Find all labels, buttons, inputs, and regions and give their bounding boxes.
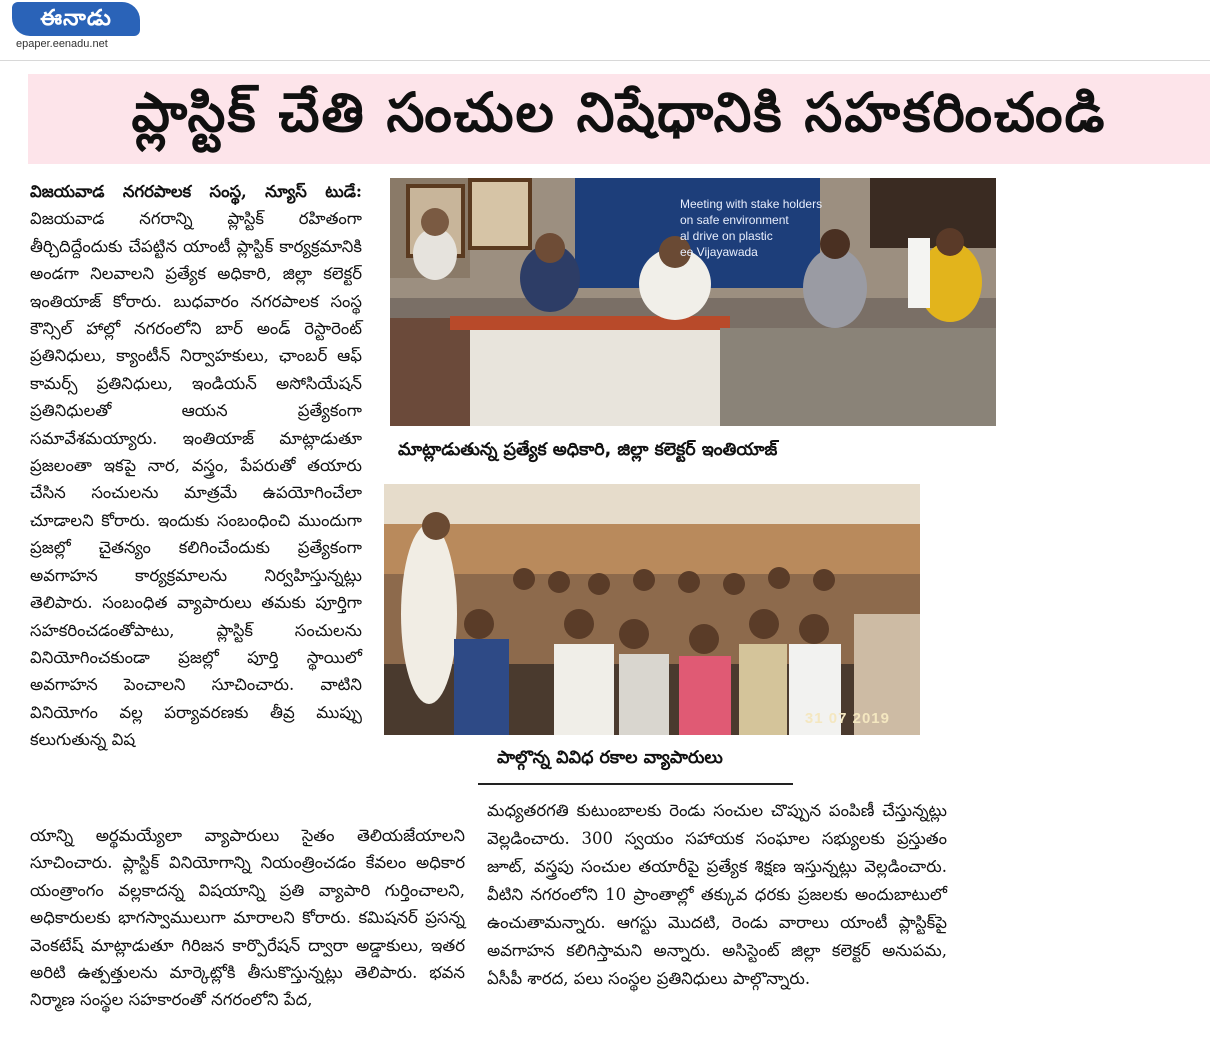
banner-text-line: ee Vijayawada	[680, 245, 758, 259]
article-body-left	[30, 178, 362, 754]
banner-text-line: al drive on plastic	[680, 229, 773, 243]
banner-text-line: on safe environment	[680, 213, 789, 227]
eenadu-logo[interactable]	[12, 2, 152, 52]
body-left-text: విజయవాడ నగరాన్ని ప్లాస్టిక్ రహితంగా తీర్చిదిద్దేందుకు చేపట్టిన యాంటీ ప్లాస్టిక్ కార్యక్రమానికి అండగా నిలవాలని ప్రత్యేక అధికారి, జిల్లా కలెక్టర్ ఇంతియాజ్ కోరారు. బుధవారం నగరపాలక సంస్థ కౌన్సిల్ హాల్లో నగరంలోని బార్ అండ్ రెస్టారెంట్ ప్రతినిధులు, క్యాంటీన్ నిర్వాహకులు, ఛాంబర్ ఆఫ్ కామర్స్ ప్రతినిధులు, ఇండియన్ అసోసియేషన్ ప్రతినిధులతో ఆయన ప్రత్యేకంగా సమావేశమయ్యారు. ఇంతియాజ్ మాట్లాడుతూ ప్రజలంతా ఇకపై నార, వస్త్రం, పేపరుతో తయారు చేసిన సంచులను మాత్రమే ఉపయోగించేలా చూడాలని కోరారు. ఇందుకు సంబంధించి ముందుగా ప్రజల్లో చైతన్యం కలిగించేందుకు ప్రత్యేకంగా అవగాహన కార్యక్రమాలను నిర్వహిస్తున్నట్లు తెలిపారు. సంబంధిత వ్యాపారులు తమకు పూర్తిగా సహకరించడంతోపాటు, ప్లాస్టిక్ సంచులను వినియోగించకుండా ప్రజల్లో పూర్తి స్థాయిలో అవగాహన పెంచాలని సూచించారు. వాటిని వినియోగం వల్ల పర్యావరణకు తీవ్ర ముప్పు కలుగుతున్న విష	[30, 209, 362, 750]
epaper-url[interactable]: epaper.eenadu.net	[16, 38, 108, 50]
photo-officials-illustration	[390, 178, 996, 426]
photo-date-stamp: 31 07 2019	[804, 710, 890, 727]
dateline: విజయవాడ నగరపాలక సంస్థ, న్యూస్ టుడే:	[30, 182, 362, 201]
logo-wordmark: ఈనాడు	[12, 2, 140, 36]
photo-audience-illustration	[384, 484, 920, 735]
banner-text-line: Meeting with stake holders	[680, 197, 823, 211]
article-headline: ప్లాస్టిక్ చేతి సంచుల నిషేధానికి సహకరించండి	[131, 80, 1107, 144]
photo-officials-meeting	[390, 178, 996, 426]
photo-traders-audience	[384, 484, 920, 735]
masthead-divider	[0, 60, 1210, 61]
photo1-caption: మాట్లాడుతున్న ప్రత్యేక అధికారి, జిల్లా కలెక్టర్ ఇంతియాజ్	[398, 440, 778, 460]
caption-underline	[478, 783, 793, 785]
article-body-bottom-left: యాన్ని అర్థమయ్యేలా వ్యాపారులు సైతం తెలియజేయాలని సూచించారు. ప్లాస్టిక్ వినియోగాన్ని నియంత్రించడం కేవలం అధికార యంత్రాంగం వల్లకాదన్న విషయాన్ని ప్రతి వ్యాపారి గుర్తించాలని, అధికారులకు భాగస్వాములుగా మారాలని కోరారు. కమిషనర్ ప్రసన్న వెంకటేష్ మాట్లాడుతూ గిరిజన కార్పొరేషన్ ద్వారా అడ్డాకులు, ఇతర అరిటి ఉత్పత్తులను మార్కెట్లోకి తీసుకొస్తున్నట్లు తెలిపారు. భవన నిర్మాణ సంస్థల సహకారంతో నగరంలోని పేద,	[30, 826, 465, 1010]
article-body-bottom-right: మధ్యతరగతి కుటుంబాలకు రెండు సంచుల చొప్పున పంపిణీ చేస్తున్నట్లు వెల్లడించారు. 300 స్వయం సహాయక సంఘాల సభ్యులకు ప్రస్తుతం జూట్, వస్త్రపు సంచుల తయారీపై ప్రత్యేక శిక్షణ ఇస్తున్నట్లు వెల్లడించారు. వీటిని నగరంలోని 10 ప్రాంతాల్లో తక్కువ ధరకు ప్రజలకు అందుబాటులో ఉంచుతామన్నారు. ఆగస్టు మొదటి, రెండు వారాలు యాంటీ ప్లాస్టిక్‌పై అవగాహన కలిగిస్తామని అన్నారు. అసిస్టెంట్ జిల్లా కలెక్టర్ అనుపమ, ఏసీపీ శారద, పలు సంస్థల ప్రతినిధులు పాల్గొన్నారు.	[487, 801, 947, 988]
photo2-caption: పాల్గొన్న వివిధ రకాల వ్యాపారులు	[497, 748, 723, 768]
